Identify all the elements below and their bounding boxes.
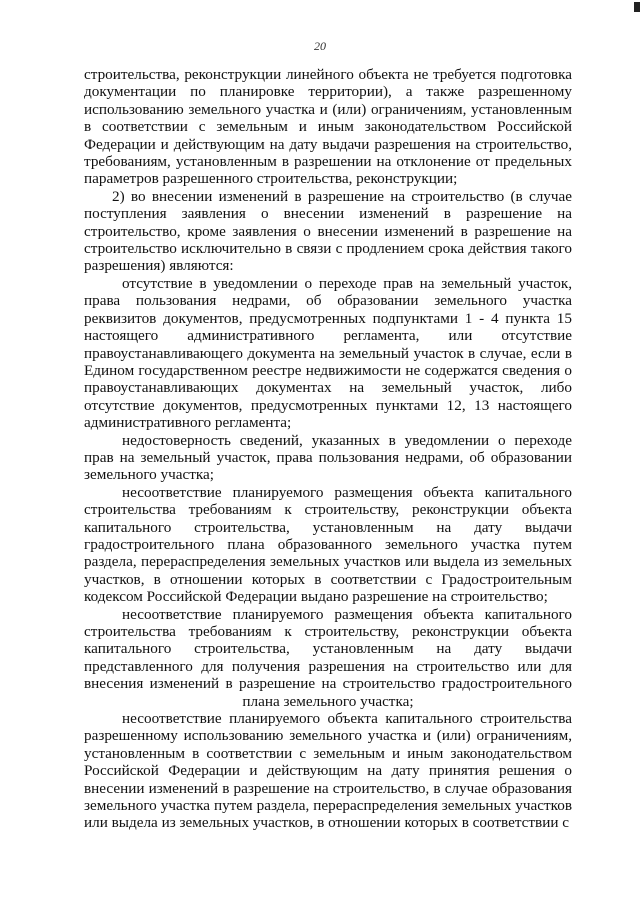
document-body bbox=[84, 66, 572, 832]
paragraph-continuation: строительства, реконструкции линейного объекта не требуется подготовка документации по планировке территории), а также разрешенному использованию земельного участка и (или) ограничениям, установленным в соответствии с земельным и иным законодательством Российской Федерации и действующим на дату выдачи разрешения на строительство, требованиям, установленным в разрешении на отклонение от предельных параметров разрешенного строительства, реконструкции; bbox=[84, 66, 572, 188]
paragraph-missing-documents: отсутствие в уведомлении о переходе прав на земельный участок, права пользования недрами, об образовании земельного участка реквизитов документов, предусмотренных подпунктами 1 - 4 пункта 15 настоящего административного регламента, или отсутствие правоустанавливающего документа на земельный участок в случае, если в Едином государственном реестре недвижимости не содержатся сведения о правоустанавливающих документах на земельный участок, либо отсутствие документов, предусмотренных пунктами 12, 13 настоящего административного регламента; bbox=[84, 274, 572, 432]
paragraph-permitted-use-mismatch: несоответствие планируемого объекта капитального строительства разрешенному использованию земельного участка и (или) ограничениям, установленным в соответствии с земельным и иным законодательством Российской Федерации и действующим на дату принятия решения о внесении изменений в разрешение на строительство, в случае образования земельного участка путем раздела, перераспределения земельных участков или выдела из земельных участков, в отношении которых в соответствии с bbox=[84, 710, 572, 832]
paragraph-gpzu-submitted-mismatch: несоответствие планируемого размещения объекта капитального строительства требованиям к строительству, реконструкции объекта капитального строительства, установленным на дату выдачи представленного для получения разрешения на строительство или для внесения изменений в разрешение на строительство градостроительного плана земельного участка; bbox=[84, 605, 572, 710]
scan-edge-mark bbox=[634, 2, 640, 12]
paragraph-item-2: 2) во внесении изменений в разрешение на строительство (в случае поступления заявления о внесении изменений в разрешение на строительство, кроме заявления о внесении изменений в разрешение на строительство исключительно в связи с продлением срока действия такого разрешения) являются: bbox=[84, 187, 572, 275]
page-number: 20 bbox=[314, 39, 326, 53]
paragraph-gpzu-mismatch: несоответствие планируемого размещения объекта капитального строительства требованиям к строительству, реконструкции объекта капитального строительства, установленным на дату выдачи градостроительного плана образованного земельного участка путем раздела, перераспределения земельных участков или выдела из земельных участков, в отношении которых в соответствии с Градостроительным кодексом Российской Федерации выдано разрешение на строительство; bbox=[84, 483, 572, 606]
paragraph-unreliable-info: недостоверность сведений, указанных в уведомлении о переходе прав на земельный участок, права пользования недрами, об образовании земельного участка; bbox=[84, 431, 572, 484]
